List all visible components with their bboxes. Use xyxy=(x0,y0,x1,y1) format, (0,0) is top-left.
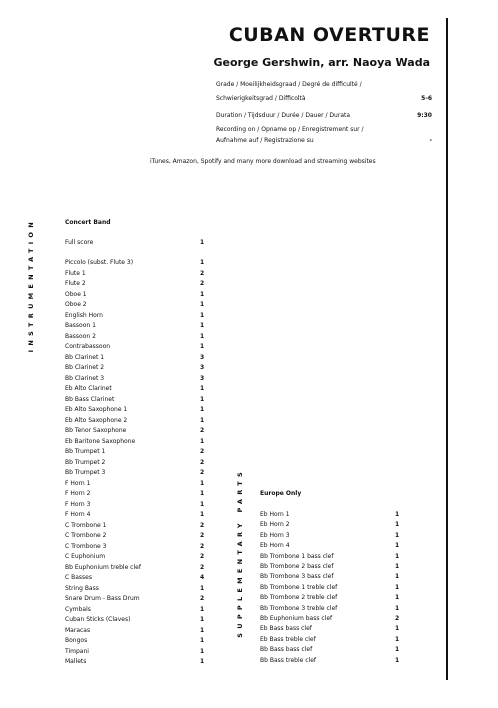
list-item-qty: 1 xyxy=(395,625,400,633)
list-item xyxy=(65,468,208,478)
list-item-qty: 3 xyxy=(200,353,205,361)
list-item-name: Eb Horn 1 xyxy=(260,511,290,518)
list-item xyxy=(260,645,403,655)
list-item-name: Eb Horn 3 xyxy=(260,531,290,539)
list-item xyxy=(65,437,208,447)
list-item-qty: 1 xyxy=(395,594,400,602)
recording-label-line-1: Recording on / Opname op / Enregistrement sur / xyxy=(216,126,364,133)
list-item-name: Cymbals xyxy=(65,605,91,613)
list-item-name: Flute 2 xyxy=(65,280,86,287)
duration-row xyxy=(216,111,432,121)
list-item xyxy=(260,604,403,614)
list-item-qty: 1 xyxy=(200,311,205,319)
list-item-qty: 1 xyxy=(395,542,400,550)
composer-line: George Gershwin, arr. Naoya Wada xyxy=(213,56,430,69)
list-item xyxy=(65,300,208,310)
recording-row xyxy=(216,136,432,146)
list-item-name: Eb Baritone Saxophone xyxy=(65,437,136,445)
list-item-qty: 1 xyxy=(395,552,400,560)
list-item-qty: 1 xyxy=(200,437,205,445)
list-item-name: Oboe 2 xyxy=(65,301,87,308)
list-item xyxy=(260,552,403,562)
list-item-name: Bb Trumpet 3 xyxy=(65,469,106,476)
list-item-name: Bb Euphonium bass clef xyxy=(260,615,333,622)
list-item-name: Eb Bass bass clef xyxy=(260,625,312,633)
list-item-qty: 1 xyxy=(395,511,400,518)
list-item xyxy=(65,374,208,384)
list-item-qty: 1 xyxy=(200,626,205,634)
list-item-name: Eb Alto Saxophone 2 xyxy=(65,416,128,424)
list-item xyxy=(65,290,208,300)
list-item xyxy=(65,416,208,426)
full-score-qty: 1 xyxy=(200,239,205,246)
list-item-qty: 2 xyxy=(200,542,205,550)
list-item-name: F Horn 1 xyxy=(65,479,91,487)
list-item-qty: 1 xyxy=(200,332,205,340)
list-item xyxy=(65,573,208,583)
list-item-name: Bb Trumpet 1 xyxy=(65,448,106,455)
list-item xyxy=(65,489,208,499)
list-item-name: Bb Trombone 2 treble clef xyxy=(260,594,338,602)
list-item xyxy=(65,321,208,331)
list-item-qty: 1 xyxy=(200,290,205,298)
list-item xyxy=(65,615,208,625)
grade-row xyxy=(216,94,432,104)
list-item-qty: 1 xyxy=(200,616,205,623)
recording-label-line-2: Aufnahme auf / Registrazione su xyxy=(216,137,314,144)
list-item-name: Timpani xyxy=(65,647,89,655)
list-item xyxy=(65,395,208,405)
list-item-qty: 2 xyxy=(200,521,205,529)
list-item xyxy=(65,311,208,321)
list-item-qty: 4 xyxy=(200,574,205,581)
list-item-qty: 2 xyxy=(200,280,205,287)
list-item xyxy=(65,500,208,510)
list-item-name: Bb Tenor Saxophone xyxy=(65,427,127,434)
supplementary-side-label: SUPPLEMENTARY PARTS xyxy=(236,468,244,638)
list-item-qty: 2 xyxy=(200,448,205,455)
list-item-qty: 1 xyxy=(395,656,400,664)
list-item-name: Bb Euphonium treble clef xyxy=(65,563,141,571)
list-item xyxy=(65,531,208,541)
list-item-qty: 2 xyxy=(200,469,205,476)
list-item-name: Bassoon 1 xyxy=(65,322,96,329)
list-item xyxy=(260,614,403,624)
list-item xyxy=(65,563,208,573)
list-item-name: Oboe 1 xyxy=(65,290,87,298)
list-item-name: Contrabassoon xyxy=(65,343,111,350)
instrumentation-side-label: INSTRUMENTATION xyxy=(27,218,35,353)
list-item xyxy=(260,635,403,645)
list-item xyxy=(65,584,208,594)
duration-label: Duration / Tijdsduur / Durée / Dauer / Durata xyxy=(216,112,351,119)
list-item-qty: 1 xyxy=(395,531,400,539)
list-item xyxy=(65,353,208,363)
streaming-note: iTunes, Amazon, Spotify and many more download and streaming websites xyxy=(150,158,376,165)
list-item xyxy=(65,426,208,436)
list-item-name: Bb Clarinet 1 xyxy=(65,353,105,361)
full-score-name: Full score xyxy=(65,239,94,246)
list-item-name: Bb Trombone 1 bass clef xyxy=(260,552,334,560)
list-item-name: Flute 1 xyxy=(65,269,86,277)
list-item-name: English Horn xyxy=(65,311,103,319)
list-item-qty: 2 xyxy=(200,553,205,560)
list-item xyxy=(65,479,208,489)
list-item-qty: 1 xyxy=(200,647,205,655)
list-item xyxy=(65,342,208,352)
list-item-qty: 1 xyxy=(200,385,205,392)
list-item xyxy=(65,405,208,415)
list-item xyxy=(260,583,403,593)
list-item-name: Maracas xyxy=(65,626,91,634)
list-item-name: Mallets xyxy=(65,658,87,665)
list-item-qty: 2 xyxy=(395,615,400,622)
list-item-qty: 1 xyxy=(200,500,205,508)
list-item-name: Bb Trombone 3 bass clef xyxy=(260,573,334,581)
list-item-qty: 1 xyxy=(200,322,205,329)
list-item xyxy=(65,447,208,457)
list-item-name: Bb Clarinet 3 xyxy=(65,374,105,382)
list-item-name: Snare Drum - Bass Drum xyxy=(65,595,140,602)
list-item-qty: 1 xyxy=(200,395,205,403)
list-item xyxy=(65,510,208,520)
list-item-qty: 1 xyxy=(395,563,400,570)
list-item-qty: 3 xyxy=(200,374,205,382)
list-item-qty: 1 xyxy=(200,490,205,497)
list-item-name: Bb Trumpet 2 xyxy=(65,458,106,466)
list-item-name: Eb Bass treble clef xyxy=(260,635,316,643)
list-item-qty: 2 xyxy=(200,563,205,571)
list-item-qty: 1 xyxy=(395,521,400,529)
list-item-qty: 1 xyxy=(395,583,400,591)
list-item xyxy=(260,624,403,634)
list-item-name: Bongos xyxy=(65,637,88,644)
list-item-name: Bassoon 2 xyxy=(65,332,96,340)
list-item xyxy=(65,657,208,667)
list-item xyxy=(260,510,403,520)
list-item xyxy=(65,363,208,373)
list-item-name: Eb Horn 4 xyxy=(260,542,290,550)
duration-value: 9:30 xyxy=(417,112,432,119)
list-item-qty: 1 xyxy=(200,584,205,592)
grade-label-line-1: Grade / Moeilijkheidsgraad / Degré de difficulté / xyxy=(216,81,362,88)
list-item xyxy=(65,594,208,604)
list-item-name: Bb Trombone 3 treble clef xyxy=(260,604,338,612)
list-item-qty: 1 xyxy=(200,343,205,350)
list-item-name: Bb Bass bass clef xyxy=(260,646,313,654)
list-item-name: Eb Alto Clarinet xyxy=(65,385,112,392)
list-item-name: C Euphonium xyxy=(65,553,106,560)
list-item-name: Eb Alto Saxophone 1 xyxy=(65,406,128,413)
list-item xyxy=(65,269,208,279)
instrumentation-heading: Concert Band xyxy=(65,219,111,226)
list-item-qty: 1 xyxy=(200,658,205,665)
list-item-name: C Basses xyxy=(65,574,92,581)
list-item xyxy=(65,552,208,562)
list-item xyxy=(65,258,208,268)
list-item-qty: 1 xyxy=(200,259,205,266)
list-item-name: Piccolo (subst. Flute 3) xyxy=(65,259,134,266)
list-item-qty: 1 xyxy=(200,301,205,308)
list-item xyxy=(65,542,208,552)
list-item xyxy=(260,541,403,551)
list-item-qty: 2 xyxy=(200,427,205,434)
list-item xyxy=(65,279,208,289)
list-item xyxy=(260,562,403,572)
list-item xyxy=(65,605,208,615)
list-item xyxy=(260,520,403,530)
list-item-qty: 1 xyxy=(395,646,400,654)
supplementary-heading: Europe Only xyxy=(260,490,302,497)
list-item xyxy=(260,572,403,582)
recording-value: - xyxy=(429,137,432,144)
list-item-name: Eb Horn 2 xyxy=(260,521,290,529)
list-item xyxy=(260,656,403,666)
list-item-name: Bb Bass treble clef xyxy=(260,656,317,664)
list-item xyxy=(65,636,208,646)
list-item-name: F Horn 4 xyxy=(65,511,91,518)
list-item-qty: 2 xyxy=(200,532,205,539)
list-item-name: Cuban Sticks (Claves) xyxy=(65,616,131,623)
list-item-qty: 1 xyxy=(200,511,205,518)
list-item-name: Bb Trombone 2 bass clef xyxy=(260,563,334,570)
list-item-qty: 1 xyxy=(200,479,205,487)
list-item xyxy=(260,593,403,603)
page-title: CUBAN OVERTURE xyxy=(228,24,430,46)
list-item-qty: 1 xyxy=(200,637,205,644)
grade-label-line-2: Schwierigkeitsgrad / Difficoltà xyxy=(216,95,306,102)
grade-value: 5-6 xyxy=(421,95,432,102)
list-item-qty: 1 xyxy=(200,406,205,413)
list-item-qty: 2 xyxy=(200,269,205,277)
list-item-name: C Trombone 3 xyxy=(65,542,107,550)
list-item-qty: 1 xyxy=(395,604,400,612)
list-item-name: F Horn 2 xyxy=(65,490,91,497)
list-item-qty: 1 xyxy=(200,605,205,613)
list-item-name: Bb Trombone 1 treble clef xyxy=(260,583,338,591)
list-item xyxy=(260,531,403,541)
vertical-divider-line xyxy=(446,18,448,680)
list-item-name: Bb Bass Clarinet xyxy=(65,395,115,403)
list-item xyxy=(65,458,208,468)
list-item-qty: 2 xyxy=(200,458,205,466)
list-item-qty: 3 xyxy=(200,364,205,371)
list-item-name: Bb Clarinet 2 xyxy=(65,364,105,371)
list-item-qty: 1 xyxy=(395,573,400,581)
list-item-name: C Trombone 1 xyxy=(65,521,107,529)
full-score-row xyxy=(65,238,206,248)
list-item xyxy=(65,647,208,657)
list-item xyxy=(65,626,208,636)
list-item xyxy=(65,521,208,531)
list-item-qty: 1 xyxy=(395,635,400,643)
list-item-qty: 2 xyxy=(200,595,205,602)
list-item xyxy=(65,384,208,394)
list-item-name: C Trombone 2 xyxy=(65,532,107,539)
list-item-qty: 1 xyxy=(200,416,205,424)
list-item-name: String Bass xyxy=(65,584,99,592)
list-item xyxy=(65,332,208,342)
list-item-name: F Horn 3 xyxy=(65,500,91,508)
